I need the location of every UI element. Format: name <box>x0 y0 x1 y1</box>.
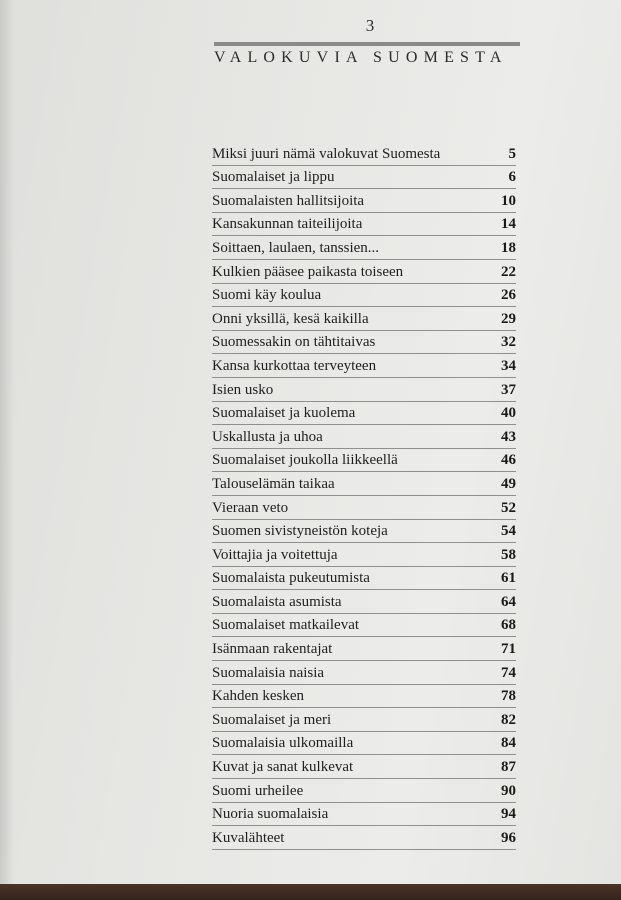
toc-entry-page: 96 <box>501 829 516 846</box>
toc-row <box>212 378 516 402</box>
toc-row <box>212 142 516 166</box>
toc-entry-title: Nuoria suomalaisia <box>212 806 329 823</box>
toc-row <box>212 284 516 308</box>
toc-entry-page: 40 <box>501 405 516 422</box>
toc-entry-page: 74 <box>501 664 516 681</box>
toc-entry-page: 37 <box>501 381 516 398</box>
toc-entry-page: 84 <box>501 735 516 752</box>
toc-entry-title: Suomalaiset matkailevat <box>212 617 360 634</box>
toc-entry-title: Miksi juuri nämä valokuvat Suomesta <box>212 145 441 162</box>
toc-row <box>212 826 516 850</box>
toc-entry-title: Suomalaisia ulkomailla <box>212 735 354 752</box>
book-title: VALOKUVIA SUOMESTA <box>214 49 508 66</box>
toc-row <box>212 803 516 827</box>
toc-entry-page: 6 <box>508 169 516 186</box>
toc-entry-title: Kansakunnan taiteilijoita <box>212 216 363 233</box>
toc-entry-page: 43 <box>501 428 516 445</box>
toc-entry-title: Soittaen, laulaen, tanssien... <box>212 239 380 256</box>
toc-row <box>212 520 516 544</box>
toc-row <box>212 661 516 685</box>
toc-entry-title: Suomalaiset joukolla liikkeellä <box>212 452 398 469</box>
toc-entry-page: 94 <box>501 806 516 823</box>
toc-entry-title: Kuvat ja sanat kulkevat <box>212 759 354 776</box>
toc-entry-page: 82 <box>501 711 516 728</box>
toc-row <box>212 166 516 190</box>
toc-row <box>212 590 516 614</box>
toc-entry-title: Kahden kesken <box>212 688 305 705</box>
toc-row <box>212 755 516 779</box>
toc-entry-page: 32 <box>501 334 516 351</box>
toc-row <box>212 189 516 213</box>
toc-entry-title: Suomalaiset ja lippu <box>212 169 335 186</box>
toc-row <box>212 685 516 709</box>
toc-entry-title: Isänmaan rakentajat <box>212 641 333 658</box>
toc-row <box>212 307 516 331</box>
toc-row <box>212 402 516 426</box>
toc-entry-page: 64 <box>501 593 516 610</box>
toc-entry-title: Kuvalähteet <box>212 829 285 846</box>
toc-entry-page: 26 <box>501 287 516 304</box>
toc-entry-title: Suomalaisten hallitsijoita <box>212 192 365 209</box>
toc-entry-page: 29 <box>501 310 516 327</box>
toc-row <box>212 260 516 284</box>
toc-row <box>212 779 516 803</box>
toc-entry-title: Talouselämän taikaa <box>212 475 335 492</box>
toc-row <box>212 236 516 260</box>
toc-row <box>212 567 516 591</box>
toc-entry-title: Onni yksillä, kesä kaikilla <box>212 310 369 327</box>
toc-entry-title: Kansa kurkottaa terveyteen <box>212 357 377 374</box>
toc-entry-page: 49 <box>501 475 516 492</box>
header-rule <box>214 42 520 46</box>
toc-row <box>212 708 516 732</box>
toc-entry-page: 14 <box>501 216 516 233</box>
toc-entry-page: 10 <box>501 192 516 209</box>
toc-entry-page: 61 <box>501 570 516 587</box>
toc-entry-page: 5 <box>508 145 516 162</box>
toc-row <box>212 732 516 756</box>
toc-entry-page: 78 <box>501 688 516 705</box>
toc-entry-title: Kulkien pääsee paikasta toiseen <box>212 263 404 280</box>
toc-row <box>212 543 516 567</box>
toc-entry-title: Voittajia ja voitettuja <box>212 546 338 563</box>
toc-entry-page: 54 <box>501 523 516 540</box>
toc-row <box>212 213 516 237</box>
toc-entry-title: Isien usko <box>212 381 274 398</box>
page-gutter-shadow <box>0 0 14 884</box>
table-surface <box>0 884 621 900</box>
toc-entry-page: 90 <box>501 782 516 799</box>
toc-row <box>212 496 516 520</box>
toc-entry-title: Suomalaisia naisia <box>212 664 325 681</box>
toc-entry-page: 18 <box>501 239 516 256</box>
toc-entry-title: Vieraan veto <box>212 499 289 516</box>
toc-entry-page: 52 <box>501 499 516 516</box>
table-of-contents <box>212 142 516 850</box>
toc-entry-title: Suomalaiset ja meri <box>212 711 332 728</box>
toc-entry-title: Suomalaista asumista <box>212 593 342 610</box>
toc-entry-title: Suomi käy koulua <box>212 287 322 304</box>
toc-entry-title: Suomi urheilee <box>212 782 304 799</box>
toc-entry-title: Suomen sivistyneistön koteja <box>212 523 388 540</box>
toc-row <box>212 614 516 638</box>
toc-entry-page: 34 <box>501 357 516 374</box>
toc-entry-page: 58 <box>501 546 516 563</box>
toc-row <box>212 637 516 661</box>
toc-row <box>212 354 516 378</box>
toc-row <box>212 331 516 355</box>
toc-entry-page: 71 <box>501 641 516 658</box>
page-number: 3 <box>365 16 375 35</box>
toc-entry-title: Uskallusta ja uhoa <box>212 428 323 445</box>
toc-entry-title: Suomalaiset ja kuolema <box>212 405 356 422</box>
toc-entry-page: 68 <box>501 617 516 634</box>
toc-row <box>212 425 516 449</box>
toc-row <box>212 472 516 496</box>
toc-entry-title: Suomessakin on tähtitaivas <box>212 334 376 351</box>
toc-entry-title: Suomalaista pukeutumista <box>212 570 370 587</box>
toc-entry-page: 46 <box>501 452 516 469</box>
toc-entry-page: 22 <box>501 263 516 280</box>
toc-entry-page: 87 <box>501 759 516 776</box>
toc-row <box>212 449 516 473</box>
